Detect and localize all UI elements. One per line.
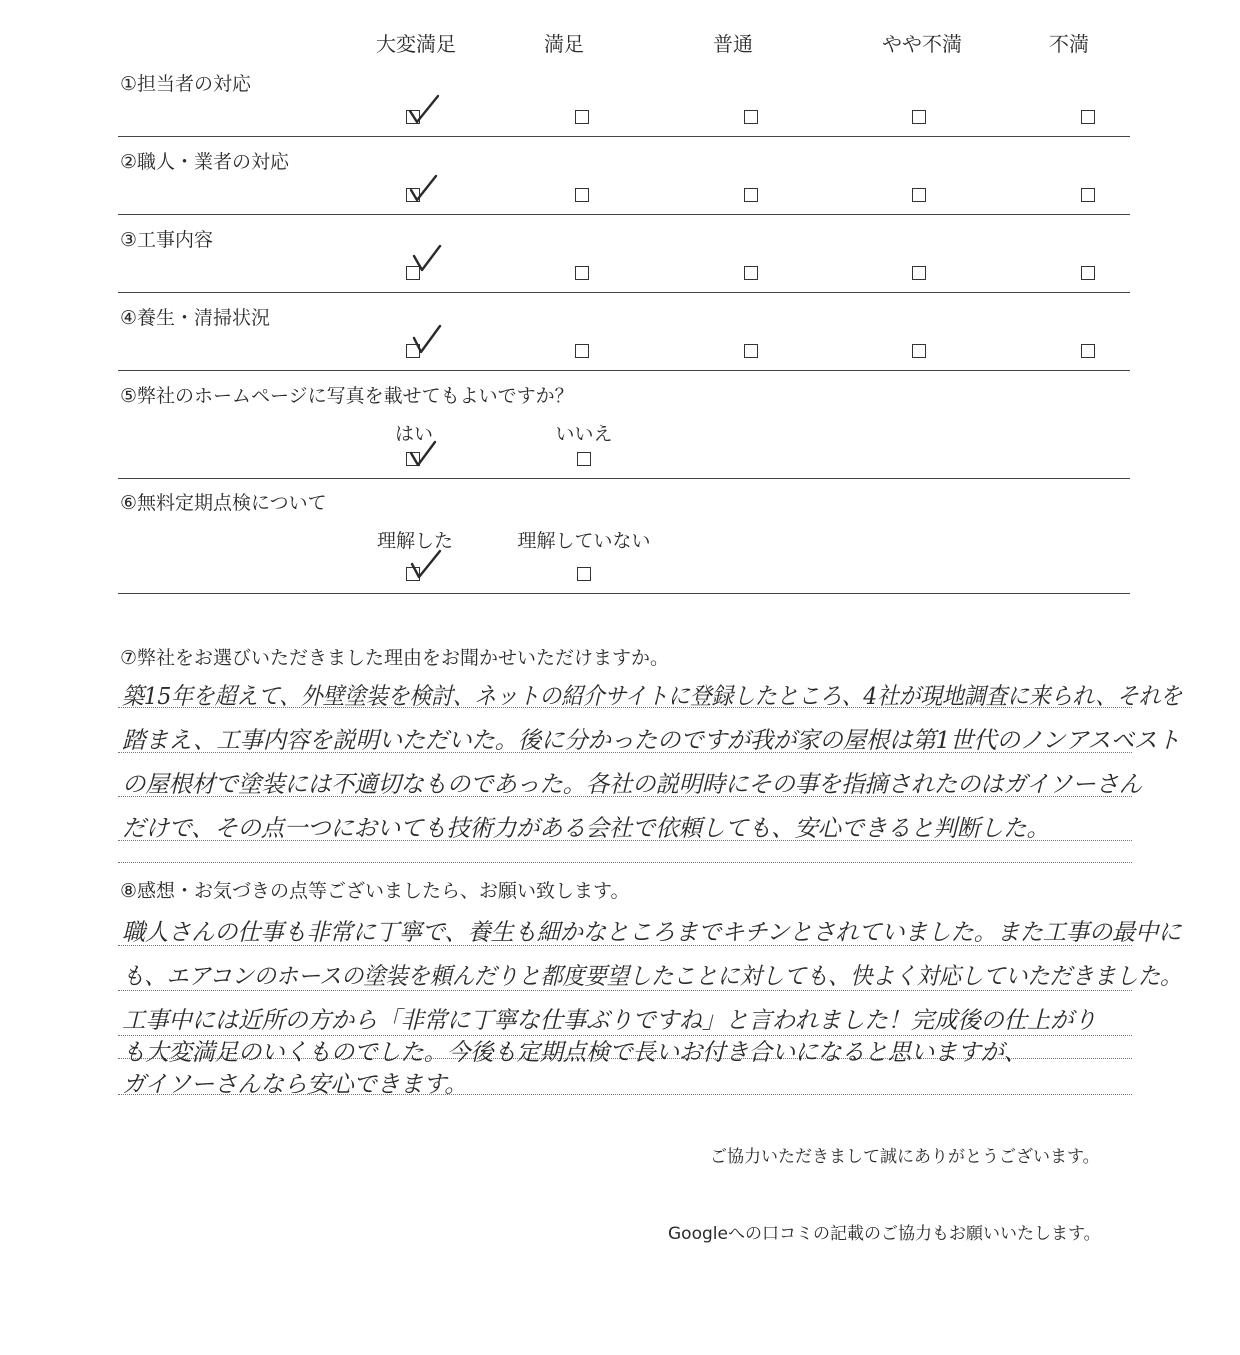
header-normal: 普通 (713, 32, 753, 56)
q2-dissatisfied-checkbox[interactable] (1081, 188, 1095, 202)
question-7-label: ⑦弊社をお選びいただきました理由をお聞かせいただけますか。 (120, 647, 670, 669)
check-mark-icon (404, 172, 444, 212)
question-6-label: ⑥無料定期点検について (120, 492, 327, 514)
header-dissatisfied: 不満 (1049, 32, 1089, 56)
q4-dissatisfied-checkbox[interactable] (1081, 344, 1095, 358)
divider (118, 370, 1130, 371)
check-mark-icon (406, 244, 446, 284)
q6-not-understood-checkbox[interactable] (577, 567, 591, 581)
q7-answer-line: だけで、その点一つにおいても技術力がある会社で依頼しても、安心できると判断した。 (122, 814, 1050, 842)
q8-answer-line: も、エアコンのホースの塗装を頼んだりと都度要望したことに対しても、快よく対応していただきました。 (122, 962, 1183, 990)
q8-answer-line: も大変満足のいくものでした。今後も定期点検で長いお付き合いになると思いますが、 (122, 1038, 1027, 1066)
question-2-label: ②職人・業者の対応 (120, 151, 290, 173)
q8-answer-line: 職人さんの仕事も非常に丁寧で、養生も細かなところまでキチンとされていました。また工事の最中に (122, 918, 1182, 946)
q1-normal-checkbox[interactable] (744, 110, 758, 124)
question-5-label: ⑤弊社のホームページに写真を載せてもよいですか？ (120, 385, 574, 407)
divider (118, 478, 1130, 479)
question-1-label: ①担当者の対応 (120, 73, 252, 95)
q2-normal-checkbox[interactable] (744, 188, 758, 202)
q3-satisfied-checkbox[interactable] (575, 266, 589, 280)
header-somewhat-dissatisfied: やや不満 (882, 32, 962, 56)
q6-option-understood-label: 理解した (376, 530, 454, 552)
q3-somewhat-dissatisfied-checkbox[interactable] (912, 266, 926, 280)
question-3-label: ③工事内容 (120, 229, 214, 251)
divider (118, 292, 1130, 293)
q2-somewhat-dissatisfied-checkbox[interactable] (912, 188, 926, 202)
q8-answer-line: ガイソーさんなら安心できます。 (122, 1070, 468, 1098)
check-mark-icon (406, 324, 446, 364)
q3-normal-checkbox[interactable] (744, 266, 758, 280)
q7-answer-line: 踏まえ、工事内容を説明いただいた。後に分かったのですが我が家の屋根は第1世代のノンアスベスト (122, 726, 1181, 754)
header-satisfied: 満足 (544, 32, 584, 56)
question-4-label: ④養生・清掃状況 (120, 307, 271, 329)
q4-satisfied-checkbox[interactable] (575, 344, 589, 358)
q3-dissatisfied-checkbox[interactable] (1081, 266, 1095, 280)
q6-option-not-understood-label: 理解していない (517, 530, 651, 552)
q1-dissatisfied-checkbox[interactable] (1081, 110, 1095, 124)
dotted-line (118, 862, 1132, 863)
q4-somewhat-dissatisfied-checkbox[interactable] (912, 344, 926, 358)
q5-option-yes-label: はい (394, 423, 434, 445)
check-mark-icon (406, 548, 446, 588)
check-mark-icon (404, 94, 444, 134)
question-8-label: ⑧感想・お気づきの点等ございましたら、お願い致します。 (120, 880, 630, 902)
q7-answer-line: の屋根材で塗装には不適切なものであった。各社の説明時にその事を指摘されたのはガイソーさん (122, 770, 1142, 798)
q4-normal-checkbox[interactable] (744, 344, 758, 358)
q7-answer-line: 築15年を超えて、外壁塗装を検討、ネットの紹介サイトに登録したところ、4社が現地調査に来られ、それを (122, 682, 1182, 710)
divider (118, 136, 1130, 137)
q2-satisfied-checkbox[interactable] (575, 188, 589, 202)
thanks-message: ご協力いただきまして誠にありがとうございます。 (710, 1147, 1100, 1167)
divider (118, 593, 1130, 594)
q5-no-checkbox[interactable] (577, 452, 591, 466)
q1-somewhat-dissatisfied-checkbox[interactable] (912, 110, 926, 124)
header-very-satisfied: 大変満足 (376, 32, 456, 56)
google-review-request: Googleへの口コミの記載のご協力もお願いいたします。 (668, 1224, 1101, 1244)
q8-answer-line: 工事中には近所の方から「非常に丁寧な仕事ぶりですね」と言われました！完成後の仕上がり (122, 1006, 1097, 1034)
q5-option-no-label: いいえ (555, 423, 613, 445)
q1-satisfied-checkbox[interactable] (575, 110, 589, 124)
divider (118, 214, 1130, 215)
check-mark-icon (405, 438, 445, 478)
